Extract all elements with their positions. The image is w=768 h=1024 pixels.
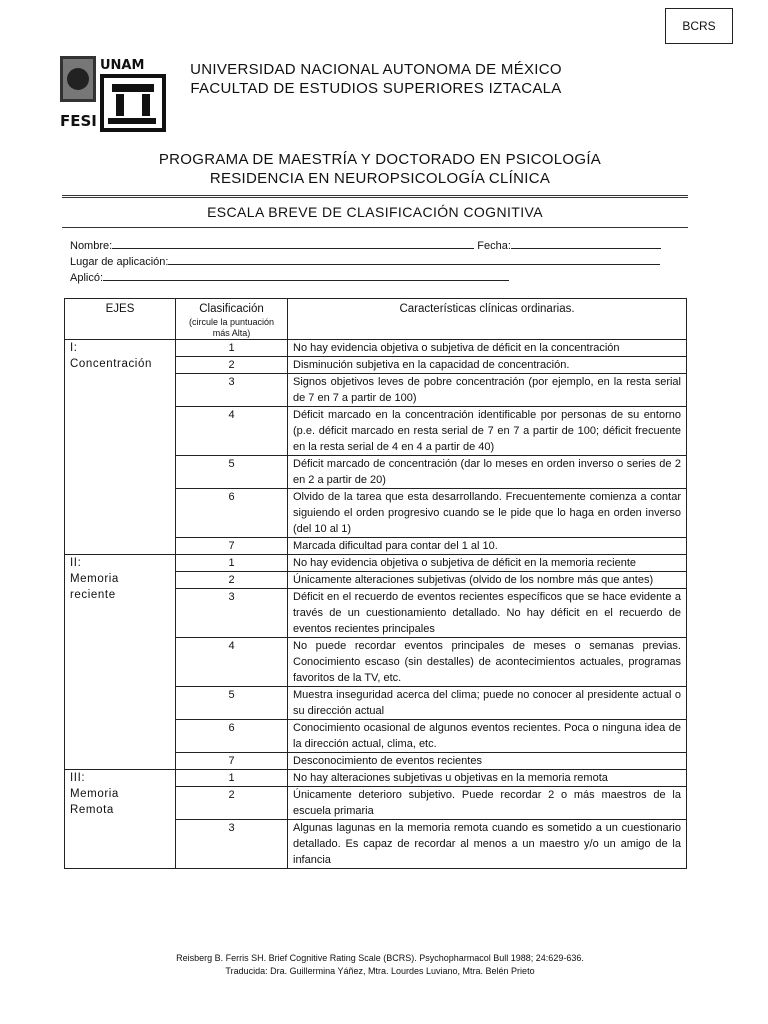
translation-credits: Traducida: Dra. Guillermina Yáñez, Mtra. Lourdes Luviano, Mtra. Belén Prieto [225, 966, 535, 976]
score-option[interactable]: 7 [176, 753, 288, 770]
clinical-description: Déficit marcado de concentración (dar lo meses en orden inverso o series de 2 en 2 a partir de 20) [288, 456, 687, 489]
divider-bottom [62, 227, 688, 228]
axis-label: reciente [70, 589, 116, 601]
header-caracteristicas: Características clínicas ordinarias. [288, 299, 687, 340]
header-clasificacion-note: (circule la puntuación más Alta) [188, 317, 275, 338]
score-option[interactable]: 6 [176, 720, 288, 753]
fecha-field[interactable] [511, 238, 661, 249]
axis-label: II: [70, 557, 82, 569]
scale-title: ESCALA BREVE DE CLASIFICACIÓN COGNITIVA [207, 204, 543, 220]
clinical-description: Algunas lagunas en la memoria remota cuando es sometido a un cuestionario detallado. Es capaz de recordar al menos a un maestro y/o un amigo de la infancia [288, 820, 687, 869]
axis-label: Remota [70, 804, 114, 816]
nombre-field[interactable] [112, 238, 474, 249]
bcrs-badge: BCRS [665, 8, 733, 44]
form-row-name-date [70, 238, 661, 252]
clinical-description: Olvido de la tarea que esta desarrollando. Frecuentemente comienza a contar siguiendo el orden progresivo cuando se le pide que lo haga en orden inverso (del 10 al 1) [288, 489, 687, 538]
score-option[interactable]: 2 [176, 572, 288, 589]
clinical-description: Marcada dificultad para contar del 1 al 10. [288, 538, 687, 555]
score-option[interactable]: 2 [176, 787, 288, 820]
nombre-label: Nombre: [70, 240, 113, 252]
score-option[interactable]: 3 [176, 589, 288, 638]
axis-cell [65, 340, 176, 555]
table-header-row [65, 299, 687, 340]
table-row [65, 555, 687, 572]
clinical-description: Únicamente alteraciones subjetivas (olvido de los nombre más que antes) [288, 572, 687, 589]
score-option[interactable]: 1 [176, 770, 288, 787]
fecha-label: Fecha: [477, 240, 511, 252]
form-row-applied [70, 270, 509, 284]
table-row [65, 340, 687, 357]
aplico-label: Aplicó: [70, 272, 104, 284]
clinical-description: Disminución subjetiva en la capacidad de concentración. [288, 357, 687, 374]
unam-fesi-logo [60, 56, 170, 132]
score-option[interactable]: 3 [176, 820, 288, 869]
score-option[interactable]: 2 [176, 357, 288, 374]
score-option[interactable]: 1 [176, 555, 288, 572]
header-clasificacion-label: Clasificación [199, 303, 264, 315]
lugar-field[interactable] [168, 254, 660, 265]
clinical-description: Signos objetivos leves de pobre concentración (por ejemplo, en la resta serial de 7 en 7 a partir de 100) [288, 374, 687, 407]
axis-cell [65, 770, 176, 869]
axis-label: I: [70, 342, 78, 354]
score-option[interactable]: 3 [176, 374, 288, 407]
header-clasificacion [176, 299, 288, 340]
score-option[interactable]: 4 [176, 638, 288, 687]
axis-label: Memoria [70, 573, 119, 585]
header-ejes: EJES [65, 299, 176, 340]
clinical-description: Déficit en el recuerdo de eventos recientes específicos que se hace evidente a través de un cuestionamiento detallado. No hay déficit en el recuerdo de eventos recientes principales [288, 589, 687, 638]
score-option[interactable]: 1 [176, 340, 288, 357]
score-option[interactable]: 5 [176, 456, 288, 489]
clinical-description: No hay evidencia objetiva o subjetiva de déficit en la memoria reciente [288, 555, 687, 572]
form-row-place [70, 254, 660, 268]
faculty-name: FACULTAD DE ESTUDIOS SUPERIORES IZTACALA [190, 80, 562, 97]
axis-label: III: [70, 772, 86, 784]
logo-fesi-text: FESI [60, 112, 97, 130]
score-option[interactable]: 4 [176, 407, 288, 456]
clinical-description: Únicamente deterioro subjetivo. Puede recordar 2 o más maestros de la escuela primaria [288, 787, 687, 820]
program-title: PROGRAMA DE MAESTRÍA Y DOCTORADO EN PSICOLOGÍA [158, 151, 602, 168]
clinical-description: Conocimiento ocasional de algunos eventos recientes. Poca o ninguna idea de la dirección actual, clima, etc. [288, 720, 687, 753]
clinical-description: No hay evidencia objetiva o subjetiva de déficit en la concentración [288, 340, 687, 357]
clinical-description: No puede recordar eventos principales de meses o semanas previas. Conocimiento escaso (sin destalles) de acontecimientos actuales, programas favoritos de la TV, etc. [288, 638, 687, 687]
axis-label: Concentración [70, 358, 152, 370]
clinical-description: Déficit marcado en la concentración identificable por personas de su entorno (p.e. déficit marcado en resta serial de 7 en 7 a partir de 100; déficit frecuente en la resta serial de 4 en 4 a partir de 40) [288, 407, 687, 456]
table-row [65, 770, 687, 787]
score-option[interactable]: 5 [176, 687, 288, 720]
logo-unam-text: UNAM [100, 58, 145, 73]
score-option[interactable]: 6 [176, 489, 288, 538]
lugar-label: Lugar de aplicación: [70, 256, 169, 268]
aplico-field[interactable] [103, 270, 509, 281]
axis-cell [65, 555, 176, 770]
residency-title: RESIDENCIA EN NEUROPSICOLOGÍA CLÍNICA [209, 170, 551, 187]
university-name: UNIVERSIDAD NACIONAL AUTONOMA DE MÉXICO [190, 61, 562, 78]
citation: Reisberg B. Ferris SH. Brief Cognitive Rating Scale (BCRS). Psychopharmacol Bull 1988; 24:629-636. [176, 953, 584, 963]
clinical-description: Desconocimiento de eventos recientes [288, 753, 687, 770]
clinical-description: Muestra inseguridad acerca del clima; puede no conocer al presidente actual o su dirección actual [288, 687, 687, 720]
score-option[interactable]: 7 [176, 538, 288, 555]
divider-top [62, 195, 688, 198]
axis-label: Memoria [70, 788, 119, 800]
bcrs-table [64, 298, 687, 869]
clinical-description: No hay alteraciones subjetivas u objetivas en la memoria remota [288, 770, 687, 787]
